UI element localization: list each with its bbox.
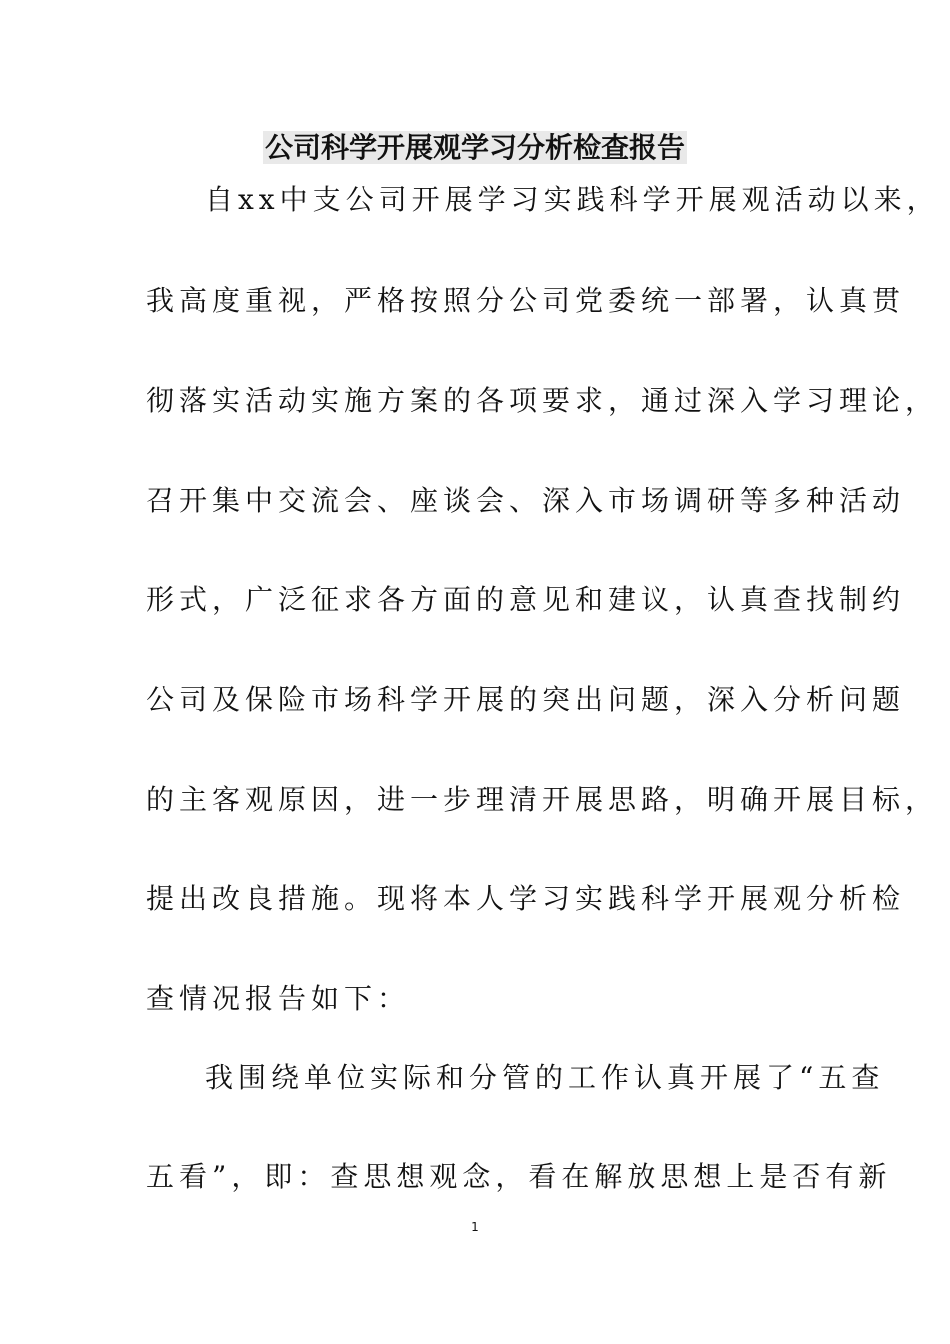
paragraph-line: 公司及保险市场科学开展的突出问题，深入分析问题: [146, 683, 906, 716]
paragraph-line: 五看”，即：查思想观念，看在解放思想上是否有新: [146, 1160, 892, 1193]
paragraph-line: 的主客观原因，进一步理清开展思路，明确开展目标，: [146, 783, 939, 816]
paragraph-line: 彻落实活动实施方案的各项要求，通过深入学习理论，: [146, 384, 939, 417]
paragraph-line: 我围绕单位实际和分管的工作认真开展了“五查: [205, 1061, 885, 1094]
paragraph-line: 召开集中交流会、座谈会、深入市场调研等多种活动: [146, 484, 906, 517]
paragraph-line: 我高度重视，严格按照分公司党委统一部署，认真贯: [146, 284, 906, 317]
document-title-text: 公司科学开展观学习分析检查报告: [264, 131, 685, 164]
page-number: 1: [471, 1220, 479, 1234]
document-title: [0, 128, 950, 168]
paragraph-line: 查情况报告如下：: [146, 982, 411, 1015]
paragraph-line: 形式，广泛征求各方面的意见和建议，认真查找制约: [146, 583, 906, 616]
paragraph-line: 自xx中支公司开展学习实践科学开展观活动以来，: [205, 183, 940, 216]
paragraph-line: 提出改良措施。现将本人学习实践科学开展观分析检: [146, 882, 906, 915]
